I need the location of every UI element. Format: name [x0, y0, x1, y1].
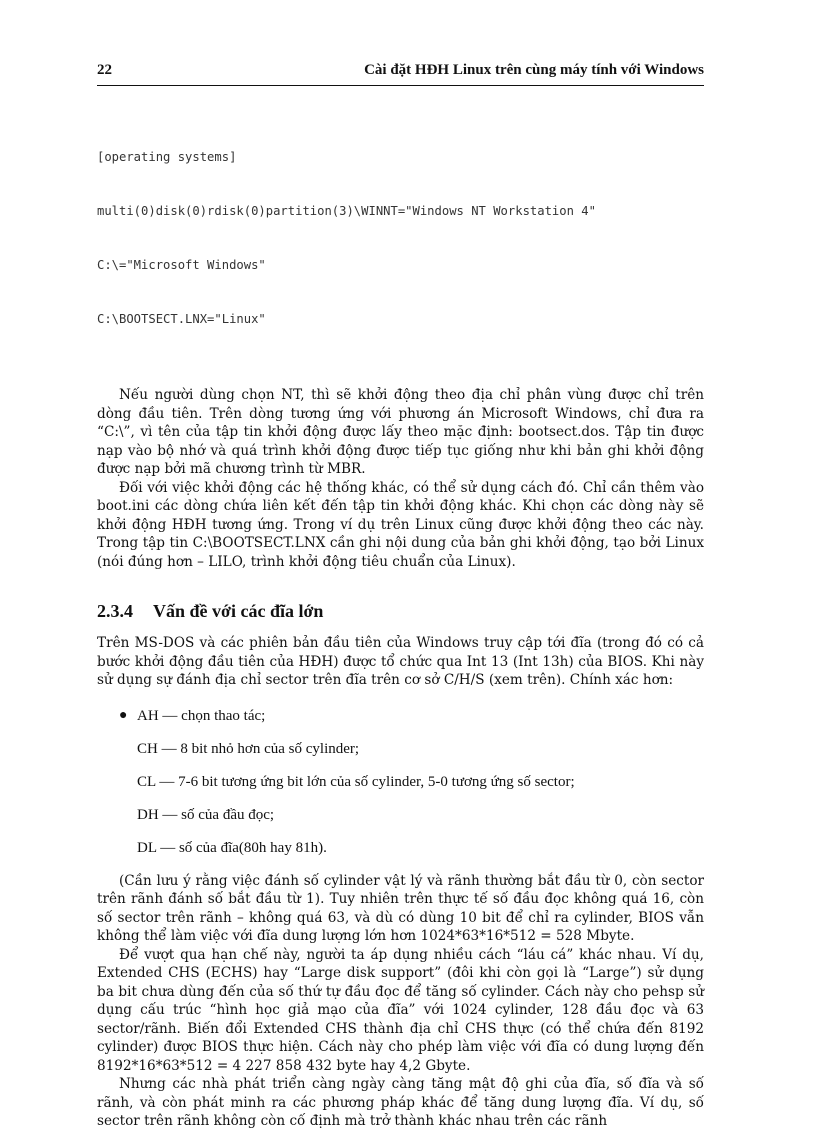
code-line: C:\="Microsoft Windows"	[97, 258, 266, 272]
list-item: CH — 8 bit nhỏ hơn của số cylinder;	[137, 740, 360, 757]
code-line: multi(0)disk(0)rdisk(0)partition(3)\WINNT="Windows NT Workstation 4"	[97, 204, 596, 218]
list-item: DL — số của đĩa(80h hay 81h).	[137, 839, 327, 856]
code-line: [operating systems]	[97, 150, 237, 164]
list-item: ● AH — chọn thao tác;	[119, 707, 266, 724]
page-number: 22	[97, 62, 112, 78]
page-header	[97, 62, 704, 86]
section-title: Vấn đề với các đĩa lớn	[153, 601, 324, 621]
body-paragraph: Nếu người dùng chọn NT, thì sẽ khởi động theo địa chỉ phân vùng được chỉ trên dòng đầu tiên. Trên dòng tương ứng với phương án Microsoft Windows, chỉ đưa ra “C:\”, vì tên của tập tin khởi động được lấy theo mặc định: bootsect.dos. Tập tin được nạp vào bộ nhớ và quá trình khởi động được tiếp tục giống như khi bản ghi khởi động được nạp bởi mã chương trình từ MBR.	[97, 387, 704, 477]
code-line: C:\BOOTSECT.LNX="Linux"	[97, 312, 266, 326]
list-item: DH — số của đầu đọc;	[137, 806, 275, 823]
running-title: Cài đặt HĐH Linux trên cùng máy tính với Windows	[364, 62, 704, 78]
bullet-icon: ●	[119, 707, 128, 723]
body-paragraph: Nhưng các nhà phát triển càng ngày càng tăng mật độ ghi của đĩa, số đĩa và số rãnh, và còn phát minh ra các phương pháp khác để tăng dung lượng đĩa. Ví dụ, số sector trên rãnh không còn cố định mà trở thành khác nhau trên các rãnh	[97, 1076, 704, 1129]
book-page	[97, 62, 704, 1131]
section-intro-paragraph: Trên MS-DOS và các phiên bản đầu tiên của Windows truy cập tới đĩa (trong đó có cả bước khởi động đầu tiên của HĐH) được tổ chức qua Int 13 (Int 13h) của BIOS. Khi này sử dụng sự đánh địa chỉ sector trên đĩa trên cơ sở C/H/S (xem trên). Chính xác hơn:	[97, 635, 704, 688]
list-item: CL — 7-6 bit tương ứng bit lớn của số cylinder, 5-0 tương ứng số sector;	[137, 773, 575, 790]
section-heading	[97, 601, 704, 622]
code-block	[97, 112, 704, 364]
body-paragraph: Đối với việc khởi động các hệ thống khác, có thể sử dụng cách đó. Chỉ cần thêm vào boot.ini các dòng chứa liên kết đến tập tin khởi động khác. Khi chọn các dòng này sẽ khởi động HĐH tương ứng. Trong ví dụ trên Linux cũng được khởi động theo các này. Trong tập tin C:\BOOTSECT.LNX cần ghi nội dung của bản ghi khởi động, tạo bởi Linux (nói đúng hơn – LILO, trình khởi động tiêu chuẩn của Linux).	[97, 479, 704, 570]
body-paragraph: (Cần lưu ý rằng việc đánh số cylinder vật lý và rãnh thường bắt đầu từ 0, còn sector trên rãnh đánh số bắt đầu từ 1). Tuy nhiên trên thực tế số đầu đọc không quá 16, còn số sector trên rãnh – không quá 63, và dù có dùng 10 bit để chỉ ra cylinder, BIOS vẫn không thể làm việc với đĩa dung lượng lớn hơn 1024*63*16*512 = 528 Mbyte.	[97, 872, 704, 944]
register-list	[97, 706, 704, 858]
section-number: 2.3.4	[97, 601, 133, 621]
body-paragraph: Để vượt qua hạn chế này, người ta áp dụng nhiều cách “láu cá” khác nhau. Ví dụ, Extended CHS (ECHS) hay “Large disk support” (đôi khi còn gọi là “Large”) sử dụng ba bit chưa dùng đến của số thứ tự đầu đọc để tăng số cylinder. Cách này cho pehsp sử dụng cấu trúc “hình học giả mạo của đĩa” với 1024 cylinder, 128 đầu đọc và 63 sector/rãnh. Biến đổi Extended CHS thành địa chỉ CHS thực (có thể chứa đến 8192 cylinder) được BIOS thực hiện. Cách này cho phép làm việc với đĩa có dung lượng đến 8192*16*63*512 = 4 227 858 432 byte hay 4,2 Gbyte.	[97, 946, 704, 1074]
